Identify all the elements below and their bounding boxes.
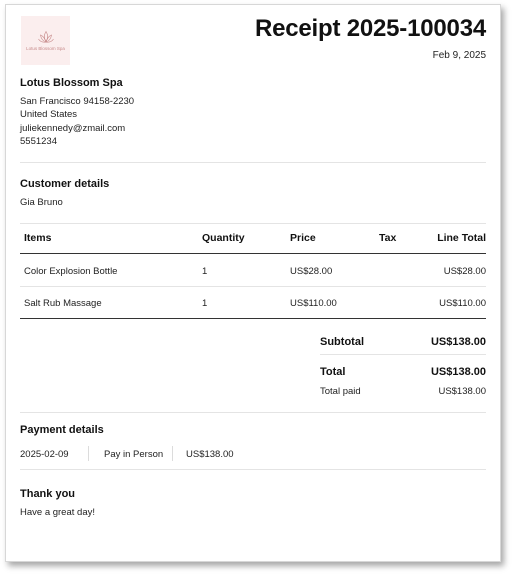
divider xyxy=(20,162,486,163)
business-country: United States xyxy=(20,109,78,120)
total-label: Total xyxy=(320,366,346,378)
business-address: San Francisco 94158-2230 xyxy=(20,96,135,107)
payment-date: 2025-02-09 xyxy=(20,449,69,460)
row-quantity: 1 xyxy=(202,298,208,309)
divider xyxy=(20,412,486,413)
thank-you-message: Have a great day! xyxy=(20,507,95,518)
table-header-divider xyxy=(20,253,486,254)
table-top-divider xyxy=(20,223,486,224)
separator xyxy=(88,446,89,461)
header-items: Items xyxy=(24,232,52,244)
customer-heading: Customer details xyxy=(20,178,110,190)
customer-name: Gia Bruno xyxy=(20,197,63,208)
receipt-title: Receipt 2025-100034 xyxy=(254,15,486,42)
thank-you-heading: Thank you xyxy=(20,488,76,500)
divider xyxy=(20,469,486,470)
receipt-document xyxy=(5,4,501,562)
business-logo xyxy=(21,16,70,65)
row-item: Salt Rub Massage xyxy=(24,298,102,309)
header-tax: Tax xyxy=(379,232,397,244)
summary-divider xyxy=(320,354,486,355)
subtotal-label: Subtotal xyxy=(320,336,364,348)
receipt-date: Feb 9, 2025 xyxy=(432,50,486,61)
row-divider xyxy=(20,286,486,287)
row-quantity: 1 xyxy=(202,266,208,277)
header-line-total: Line Total xyxy=(437,232,486,244)
row-item: Color Explosion Bottle xyxy=(24,266,118,277)
payment-heading: Payment details xyxy=(20,424,104,436)
row-price: US$28.00 xyxy=(290,266,333,277)
business-phone: 5551234 xyxy=(20,136,57,147)
payment-method: Pay in Person xyxy=(104,449,164,460)
lotus-icon xyxy=(38,30,54,44)
row-price: US$110.00 xyxy=(290,298,337,309)
row-line-total: US$28.00 xyxy=(443,266,486,277)
total-paid-label: Total paid xyxy=(320,386,361,397)
total-value: US$138.00 xyxy=(430,366,486,378)
subtotal-value: US$138.00 xyxy=(430,336,486,348)
row-line-total: US$110.00 xyxy=(439,298,486,309)
separator xyxy=(172,446,173,461)
business-name: Lotus Blossom Spa xyxy=(20,77,123,89)
logo-text: Lotus Blossom Spa xyxy=(26,46,65,51)
total-paid-value: US$138.00 xyxy=(438,386,486,397)
business-email: juliekennedy@zmail.com xyxy=(20,123,126,134)
header-price: Price xyxy=(290,232,316,244)
payment-amount: US$138.00 xyxy=(186,449,234,460)
header-quantity: Quantity xyxy=(202,232,245,244)
table-bottom-divider xyxy=(20,318,486,319)
